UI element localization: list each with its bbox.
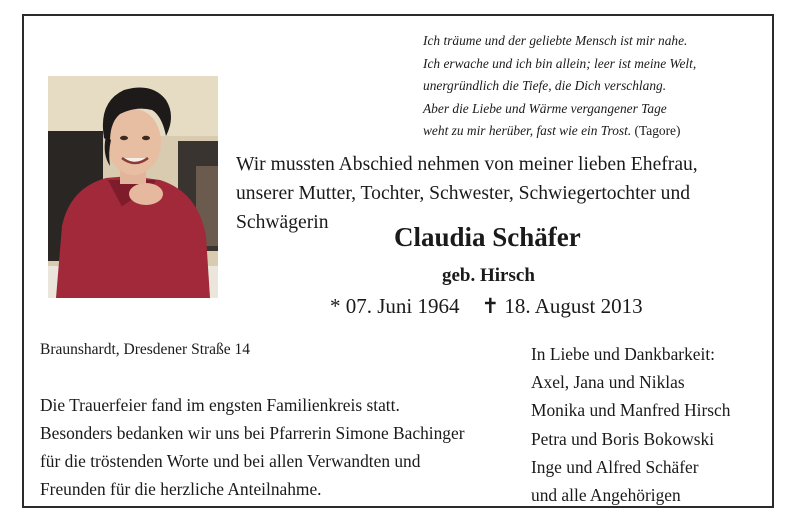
mourner-name: Monika und Manfred Hirsch [531, 400, 731, 421]
poem-line: Ich erwache und ich bin allein; leer ist meine Welt, [423, 55, 697, 71]
announcement-line: Schwägerin [236, 212, 329, 233]
poem-line: Ich träume und der geliebte Mensch ist mir nahe. [423, 33, 688, 48]
announcement-line: unserer Mutter, Tochter, Schwester, Schwiegertochter und [236, 183, 691, 204]
notice-line: für die tröstenden Worte und bei allen Verwandten und [40, 451, 421, 471]
notice-line: Freunden für die herzliche Anteilnahme. [40, 479, 322, 499]
notice-line: Besonders bedanken wir uns bei Pfarrerin Simone Bachinger [40, 423, 465, 443]
life-dates [330, 294, 643, 319]
mourners-intro: In Liebe und Dankbarkeit: [531, 344, 715, 364]
deceased-name: Claudia Schäfer [394, 222, 581, 252]
mourner-name: Petra und Boris Bokowski [531, 428, 715, 449]
portrait-photo [48, 76, 218, 298]
family-address: Braunshardt, Dresdener Straße 14 [40, 341, 251, 358]
death-date: ✝ 18. August 2013 [481, 294, 643, 318]
portrait-image [48, 76, 218, 298]
poem-author: (Tagore) [634, 123, 681, 138]
announcement-line: Wir mussten Abschied nehmen von meiner lieben Ehefrau, [236, 154, 698, 175]
maiden-name: geb. Hirsch [442, 265, 535, 286]
poem-line: Aber die Liebe und Wärme vergangener Tage [423, 100, 667, 116]
poem [423, 30, 763, 143]
birth-date: * 07. Juni 1964 [330, 294, 460, 318]
mourner-name: Axel, Jana und Niklas [531, 372, 685, 393]
mourner-name: und alle Angehörigen [531, 485, 681, 506]
poem-line: weht zu mir herüber, fast wie ein Trost. (Tagore) [423, 123, 681, 138]
notice-line: Die Trauerfeier fand im engsten Familienkreis statt. [40, 395, 400, 415]
poem-line: unergründlich die Tiefe, die Dich verschlang. [423, 78, 667, 93]
mourners-list [531, 340, 730, 509]
mourner-name: Inge und Alfred Schäfer [531, 456, 699, 477]
funeral-notice [40, 391, 465, 503]
